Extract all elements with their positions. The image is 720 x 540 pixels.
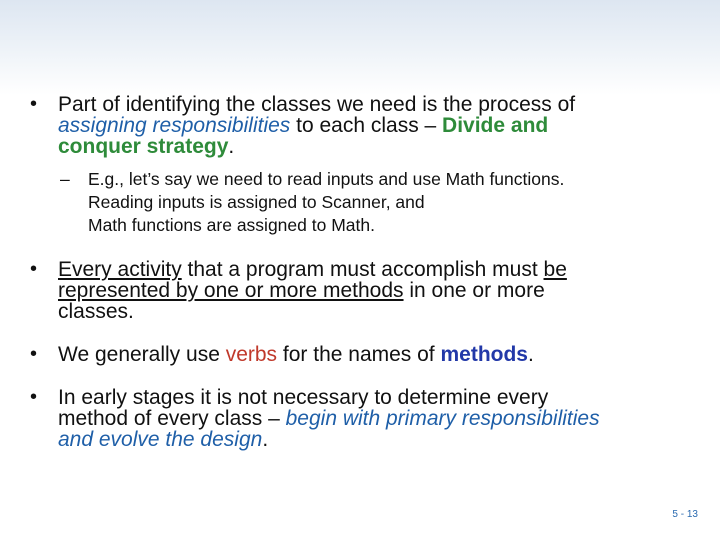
underlined-every-activity: Every activity	[58, 258, 182, 281]
page-number: 5 - 13	[672, 509, 698, 520]
emphasis-methods: methods	[440, 343, 528, 366]
bullet-text: classes.	[58, 300, 134, 323]
bullet-item-every-activity	[28, 259, 708, 322]
bullet-dot-icon: •	[30, 386, 38, 408]
bullet-item-verbs	[28, 344, 708, 365]
bullet-text: Part of identifying the classes we need is the process of	[58, 93, 576, 116]
dash-icon: –	[60, 169, 70, 189]
bullet-text: .	[228, 135, 235, 158]
sub-bullet-line: Math functions are assigned to Math.	[88, 215, 375, 235]
bullet-text: for the names of	[277, 343, 441, 366]
bullet-text: .	[528, 343, 534, 366]
emphasis-primary-responsibilities: begin with primary responsibilities	[285, 407, 600, 430]
bullet-text: In early stages it is not necessary to determine every	[58, 386, 549, 409]
bullet-text: We generally use	[58, 343, 226, 366]
bullet-text: that a program must accomplish must	[181, 258, 544, 281]
emphasis-divide-and: Divide and	[442, 114, 549, 137]
emphasis-conquer-strategy: conquer strategy	[58, 135, 229, 158]
bullet-dot-icon: •	[30, 343, 38, 365]
bullet-text: to each class –	[290, 114, 443, 137]
bullet-text: method of every class –	[58, 407, 286, 430]
sub-bullet-line: Reading inputs is assigned to Scanner, and	[88, 192, 425, 212]
sub-bullet-example	[60, 168, 708, 237]
bullet-text: in one or more	[403, 279, 545, 302]
bullet-item-responsibilities	[28, 94, 708, 157]
emphasis-verbs: verbs	[225, 343, 278, 366]
underlined-be: be	[543, 258, 567, 281]
bullet-dot-icon: •	[30, 258, 38, 280]
emphasis-assigning-responsibilities: assigning responsibilities	[58, 114, 291, 137]
sub-bullet-line: E.g., let’s say we need to read inputs and use Math functions.	[88, 169, 565, 189]
bullet-item-early-stages	[28, 387, 708, 450]
bullet-dot-icon: •	[30, 93, 38, 115]
underlined-represented-methods: represented by one or more methods	[58, 279, 404, 302]
emphasis-evolve-design: and evolve the design	[58, 428, 263, 451]
bullet-text: .	[262, 428, 269, 451]
slide-content	[28, 94, 708, 450]
